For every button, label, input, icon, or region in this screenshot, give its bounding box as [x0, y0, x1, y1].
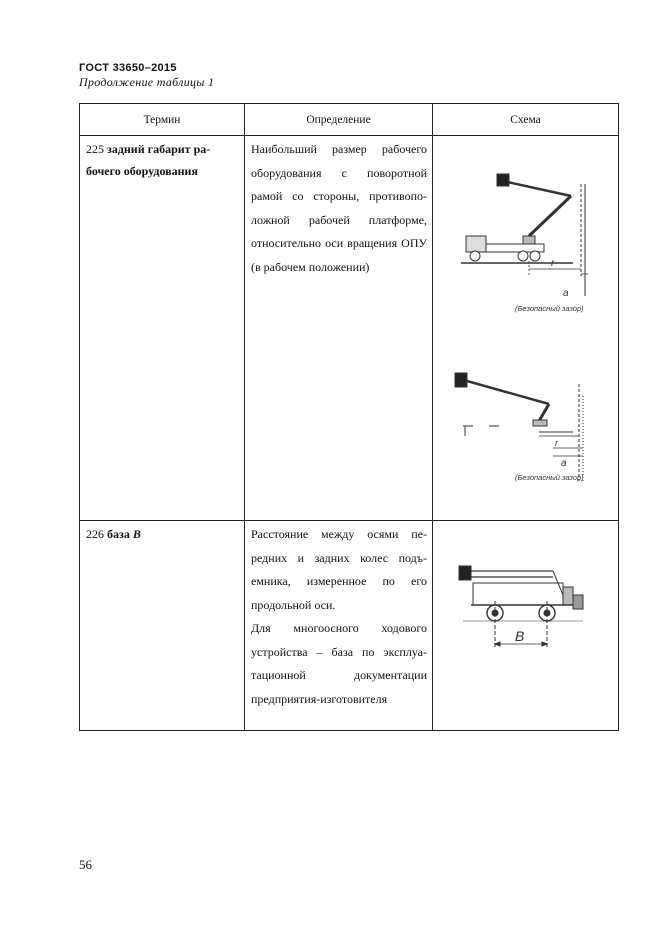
column-header-definition: Определение	[245, 104, 433, 136]
label-a-2: a	[561, 458, 567, 469]
definition-text: Наибольший размер рабочего оборудования с поворотной рамой со стороны, противопо-ложной рабочей платформе, относительно оси вращения ОПУ (в рабочем положении)	[251, 142, 427, 274]
term-cell	[80, 136, 245, 521]
column-header-term: Термин	[80, 104, 245, 136]
table-continuation-caption: Продолжение таблицы 1	[79, 75, 215, 89]
term-number: 225	[86, 142, 104, 156]
rear-clearance-diagram	[433, 136, 619, 515]
term-text: база	[107, 527, 130, 541]
term-text: задний габарит ра-бочего оборудования	[86, 142, 211, 178]
label-r-1: r	[551, 258, 555, 269]
table-row	[80, 136, 619, 521]
scheme-cell	[433, 136, 619, 521]
definition-paragraph: Для многоосного ходового устройства – база по эксплуа-тационной документации предприятия-изготовителя	[251, 621, 427, 706]
term-number: 226	[86, 527, 104, 541]
document-code: ГОСТ 33650–2015	[79, 62, 177, 74]
term-symbol: B	[132, 527, 141, 541]
column-header-scheme: Схема	[433, 104, 619, 136]
definition-paragraph: Расстояние между осями пе-редних и задних колес подъ-емника, измеренное по его продольной оси.	[251, 527, 427, 612]
definition-text	[245, 521, 432, 711]
figure-boom-raised	[461, 174, 588, 296]
page-number: 56	[79, 857, 92, 872]
definition-cell	[245, 136, 433, 521]
label-r-2: r	[555, 438, 558, 448]
table-row	[80, 521, 619, 731]
table-header-row	[80, 104, 619, 136]
terms-table	[79, 103, 619, 731]
caption-safe-gap-2: (Безопасный зазор)	[515, 473, 584, 482]
term-cell	[80, 521, 245, 731]
label-a-1: a	[563, 288, 569, 299]
label-B: B	[515, 628, 525, 644]
definition-cell	[245, 521, 433, 731]
wheelbase-diagram	[433, 521, 619, 725]
scheme-cell	[433, 521, 619, 731]
caption-safe-gap-1: (Безопасный зазор)	[515, 304, 584, 313]
